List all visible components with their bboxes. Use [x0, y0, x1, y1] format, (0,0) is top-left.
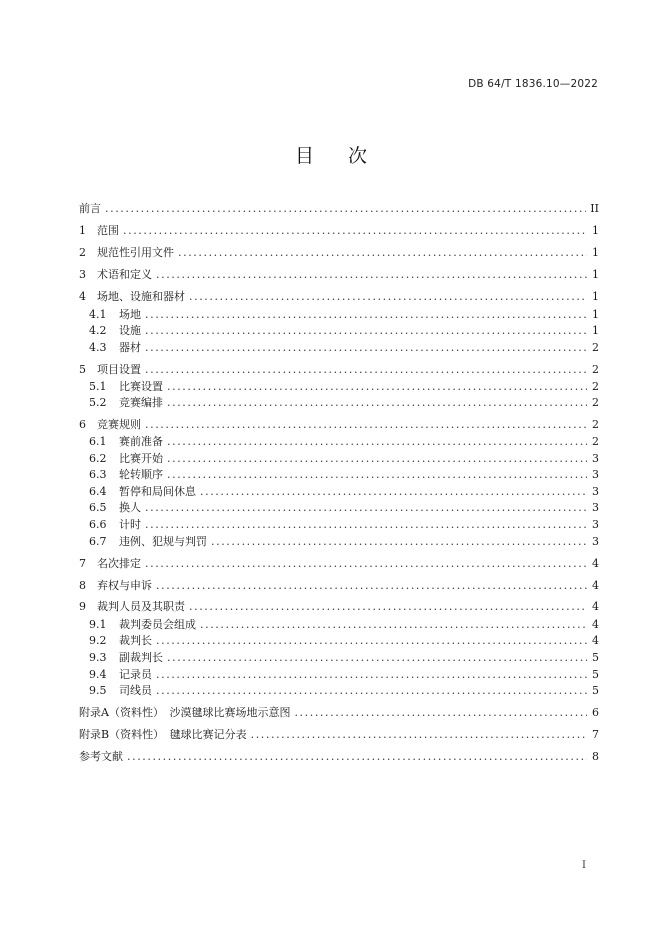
- toc-dot-leader: [167, 466, 587, 483]
- toc-entry-label: 裁判长: [119, 634, 152, 647]
- toc-entry-label: 计时: [119, 518, 141, 531]
- toc-entry-page: 2: [592, 341, 599, 354]
- toc-entry-label: 比赛开始: [119, 452, 163, 465]
- toc-entry-label: 竞赛规则: [97, 418, 141, 431]
- toc-entry-label: 范围: [97, 224, 119, 237]
- toc-entry[interactable]: [79, 288, 599, 305]
- toc-entry-number: 2: [79, 246, 86, 259]
- toc-entry-page: 7: [592, 728, 599, 741]
- toc-entry[interactable]: [79, 200, 599, 217]
- toc-entry-label: 附录A（资料性） 沙漠毽球比赛场地示意图: [79, 706, 291, 719]
- toc-entry-label: 竞赛编排: [119, 396, 163, 409]
- toc-entry-label: 项目设置: [97, 363, 141, 376]
- toc-entry[interactable]: [79, 222, 599, 239]
- toc-entry-number: 6.4: [89, 485, 107, 498]
- toc-dot-leader: [145, 339, 587, 356]
- toc-dot-leader: [178, 244, 587, 261]
- toc-dot-leader: [156, 577, 587, 594]
- toc-entry-number: 4: [79, 290, 86, 303]
- toc-entry[interactable]: [89, 450, 599, 467]
- toc-entry-number: 9: [79, 600, 86, 613]
- toc-dot-leader: [123, 222, 587, 239]
- toc-entry[interactable]: [89, 516, 599, 533]
- toc-dot-leader: [294, 704, 587, 721]
- toc-entry[interactable]: [79, 361, 599, 378]
- toc-entry-label: 参考文献: [79, 750, 123, 763]
- toc-entry[interactable]: [89, 533, 599, 550]
- toc-dot-leader: [189, 598, 587, 615]
- toc-entry-number: 6.6: [89, 518, 107, 531]
- toc-dot-leader: [145, 322, 587, 339]
- toc-entry-number: 5.1: [89, 380, 107, 393]
- toc-entry-number: 6.3: [89, 468, 107, 481]
- toc-entry-page: 1: [592, 224, 599, 237]
- toc-entry-number: 5: [79, 363, 86, 376]
- toc-entry-label: 司线员: [119, 684, 152, 697]
- toc-entry[interactable]: [79, 416, 599, 433]
- toc-entry[interactable]: [89, 322, 599, 339]
- toc-entry-label: 比赛设置: [119, 380, 163, 393]
- toc-dot-leader: [145, 516, 587, 533]
- toc-dot-leader: [200, 616, 587, 633]
- toc-dot-leader: [167, 433, 587, 450]
- toc-entry-label: 名次排定: [97, 557, 141, 570]
- toc-entry-label: 设施: [119, 324, 141, 337]
- toc-entry-page: 4: [592, 579, 599, 592]
- toc-entry[interactable]: [79, 577, 599, 594]
- toc-entry-page: 1: [592, 290, 599, 303]
- toc-entry[interactable]: [79, 598, 599, 615]
- toc-entry-number: 9.3: [89, 651, 107, 664]
- toc-dot-leader: [200, 483, 587, 500]
- toc-entry-label: 轮转顺序: [119, 468, 163, 481]
- toc-title-char-1: 目: [294, 145, 314, 167]
- toc-entry-number: 1: [79, 224, 86, 237]
- toc-entry-page: 2: [592, 363, 599, 376]
- toc-entry-label: 违例、犯规与判罚: [119, 535, 207, 548]
- toc-entry[interactable]: [79, 726, 599, 743]
- toc-dot-leader: [156, 666, 587, 683]
- toc-entry-page: 3: [592, 518, 599, 531]
- toc-dot-leader: [145, 361, 587, 378]
- toc-entry-page: 5: [592, 668, 599, 681]
- toc-entry-number: 8: [79, 579, 86, 592]
- toc-entry[interactable]: [89, 666, 599, 683]
- toc-entry[interactable]: [89, 394, 599, 411]
- toc-title: [0, 141, 662, 168]
- toc-entry-label: 器材: [119, 341, 141, 354]
- toc-entry-label: 附录B（资料性） 毽球比赛记分表: [79, 728, 247, 741]
- toc-entry-page: 3: [592, 452, 599, 465]
- toc-entry-page: 4: [592, 600, 599, 613]
- toc-entry[interactable]: [79, 555, 599, 572]
- toc-entry-label: 场地: [119, 308, 141, 321]
- toc-entry[interactable]: [89, 632, 599, 649]
- toc-entry-number: 9.5: [89, 684, 107, 697]
- toc-entry-page: 1: [592, 268, 599, 281]
- toc-entry-page: 5: [592, 684, 599, 697]
- toc-dot-leader: [156, 632, 587, 649]
- toc-dot-leader: [167, 378, 587, 395]
- toc-entry-page: 5: [592, 651, 599, 664]
- toc-dot-leader: [156, 682, 587, 699]
- toc-entry-number: 6.2: [89, 452, 107, 465]
- toc-entry[interactable]: [89, 616, 599, 633]
- toc-entry-page: 4: [592, 634, 599, 647]
- toc-dot-leader: [167, 450, 587, 467]
- toc-entry[interactable]: [89, 466, 599, 483]
- toc-dot-leader: [251, 726, 587, 743]
- toc-entry[interactable]: [89, 682, 599, 699]
- toc-entry-page: 3: [592, 468, 599, 481]
- toc-entry-page: 2: [592, 435, 599, 448]
- toc-entry-page: 8: [592, 750, 599, 763]
- toc-dot-leader: [145, 499, 587, 516]
- toc-dot-leader: [211, 533, 587, 550]
- toc-entry-page: 6: [592, 706, 599, 719]
- toc-entry[interactable]: [79, 704, 599, 721]
- toc-entry-label: 裁判人员及其职责: [97, 600, 185, 613]
- toc-entry-number: 7: [79, 557, 86, 570]
- toc-entry-page: II: [590, 202, 599, 215]
- toc-entry-number: 9.4: [89, 668, 107, 681]
- toc-dot-leader: [167, 649, 587, 666]
- toc-entry-number: 3: [79, 268, 86, 281]
- toc-entry-number: 4.3: [89, 341, 107, 354]
- toc-entry-page: 2: [592, 418, 599, 431]
- toc-entry[interactable]: [89, 339, 599, 356]
- toc-entry-number: 5.2: [89, 396, 107, 409]
- toc-entry-label: 赛前准备: [119, 435, 163, 448]
- toc-entry-label: 场地、设施和器材: [97, 290, 185, 303]
- toc-dot-leader: [167, 394, 587, 411]
- toc-dot-leader: [156, 266, 587, 283]
- toc-entry-label: 换人: [119, 501, 141, 514]
- page-number: I: [582, 860, 586, 871]
- toc-entry-page: 1: [592, 246, 599, 259]
- toc-entry[interactable]: [89, 378, 599, 395]
- toc-entry-page: 4: [592, 557, 599, 570]
- toc-entry-number: 9.2: [89, 634, 107, 647]
- toc-entry-page: 4: [592, 618, 599, 631]
- toc-entry-label: 前言: [79, 202, 101, 215]
- toc-entry-label: 规范性引用文件: [97, 246, 174, 259]
- toc-dot-leader: [189, 288, 587, 305]
- toc-entry-page: 1: [592, 308, 599, 321]
- toc-entry-number: 6: [79, 418, 86, 431]
- toc-entry-number: 6.5: [89, 501, 107, 514]
- toc-entry[interactable]: [79, 244, 599, 261]
- toc-dot-leader: [145, 555, 587, 572]
- toc-entry-number: 4.2: [89, 324, 107, 337]
- toc-entry-page: 2: [592, 396, 599, 409]
- toc-entry-number: 4.1: [89, 308, 107, 321]
- toc-dot-leader: [145, 416, 587, 433]
- toc-entry[interactable]: [89, 483, 599, 500]
- document-code: DB 64/T 1836.10—2022: [468, 78, 598, 90]
- toc-entry[interactable]: [89, 649, 599, 666]
- toc-entry[interactable]: [79, 266, 599, 283]
- toc-entry-page: 3: [592, 485, 599, 498]
- toc-entry-page: 2: [592, 380, 599, 393]
- toc-dot-leader: [145, 306, 587, 323]
- toc-entry-label: 裁判委员会组成: [119, 618, 196, 631]
- toc-entry-label: 暂停和局间休息: [119, 485, 196, 498]
- toc-entry-number: 6.7: [89, 535, 107, 548]
- toc-entry-page: 1: [592, 324, 599, 337]
- toc-entry-page: 3: [592, 501, 599, 514]
- toc-entry[interactable]: [89, 499, 599, 516]
- toc-entry-label: 记录员: [119, 668, 152, 681]
- toc-entry-label: 弃权与申诉: [97, 579, 152, 592]
- toc-entry-label: 术语和定义: [97, 268, 152, 281]
- toc-entry-number: 6.1: [89, 435, 107, 448]
- toc-entry-label: 副裁判长: [119, 651, 163, 664]
- toc-title-char-2: 次: [348, 145, 368, 167]
- toc-entry-page: 3: [592, 535, 599, 548]
- toc-entry[interactable]: [89, 433, 599, 450]
- toc-entry-number: 9.1: [89, 618, 107, 631]
- toc-dot-leader: [105, 200, 586, 217]
- toc-entry[interactable]: [79, 748, 599, 765]
- toc-entry[interactable]: [89, 306, 599, 323]
- toc-dot-leader: [127, 748, 587, 765]
